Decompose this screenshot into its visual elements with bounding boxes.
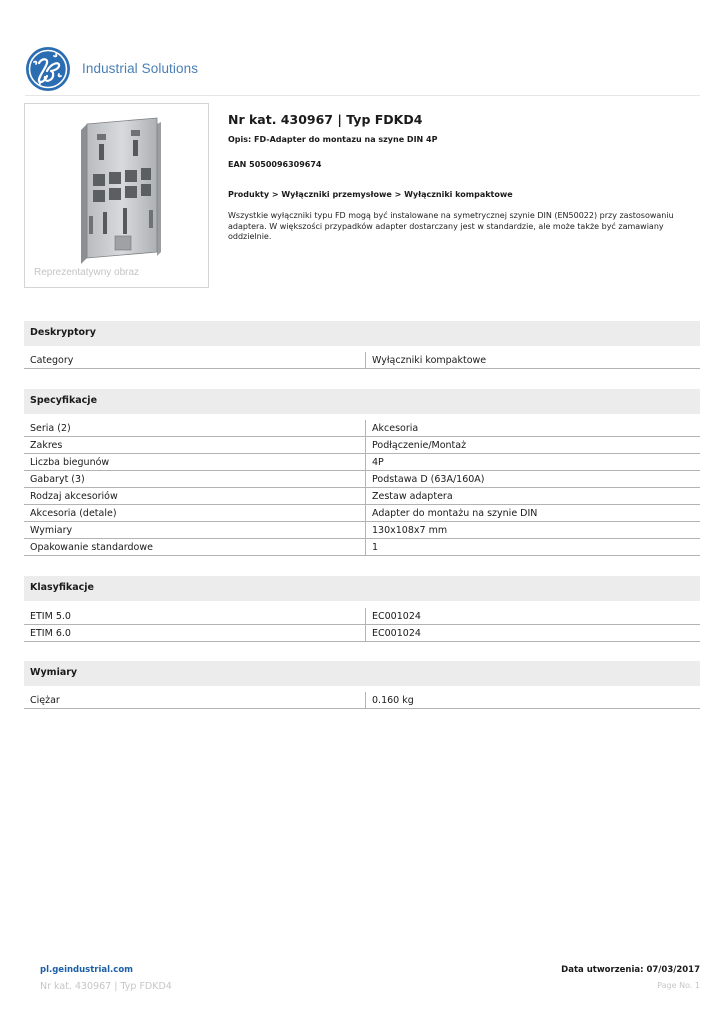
row-label: Wymiary: [30, 525, 73, 536]
brand-name: Industrial Solutions: [82, 61, 199, 76]
row-value: Akcesoria: [365, 420, 418, 436]
row-value: Adapter do montażu na szynie DIN: [365, 505, 537, 521]
row-label: ETIM 6.0: [30, 628, 71, 639]
section-title: Deskryptory: [30, 327, 96, 338]
row-label: Rodzaj akcesoriów: [30, 491, 118, 502]
ge-monogram-icon: [25, 46, 71, 92]
row-label: Seria (2): [30, 423, 71, 434]
row-value: Podłączenie/Montaż: [365, 437, 466, 453]
row-label: Zakres: [30, 440, 63, 451]
row-value: EC001024: [365, 608, 421, 624]
section-header-klasyfikacje: [24, 576, 700, 601]
row-label: Gabaryt (3): [30, 474, 85, 485]
table-row: [24, 488, 700, 505]
product-image-frame: [24, 103, 209, 288]
table-row: [24, 471, 700, 488]
row-value: Zestaw adaptera: [365, 488, 453, 504]
table-row: [24, 352, 700, 369]
section-title: Wymiary: [30, 667, 78, 678]
row-value: 130x108x7 mm: [365, 522, 447, 538]
section-header-wymiary: [24, 661, 700, 686]
table-row: [24, 692, 700, 709]
row-value: 0.160 kg: [365, 692, 414, 708]
table-row: [24, 522, 700, 539]
row-label: Category: [30, 355, 74, 366]
product-ean: EAN 5050096309674: [228, 160, 322, 169]
row-label: Liczba biegunów: [30, 457, 110, 468]
row-value: Wyłączniki kompaktowe: [365, 352, 486, 368]
product-long-description: Wszystkie wyłączniki typu FD mogą być instalowane na symetrycznej szynie DIN (EN50022) przy zastosowaniu adaptera. W większości przypadków adapter dostarczany jest w standardzie, ale może także być zamawiany oddzielnie.: [228, 211, 674, 241]
section-title: Specyfikacje: [30, 395, 98, 406]
din-adapter-product-image: [75, 116, 163, 268]
row-value: EC001024: [365, 625, 421, 641]
table-row: [24, 608, 700, 625]
section-title: Klasyfikacje: [30, 582, 94, 593]
table-row: [24, 625, 700, 642]
page-number: Page No. 1: [657, 981, 700, 990]
website-link[interactable]: pl.geindustrial.com: [40, 965, 134, 975]
table-row: [24, 454, 700, 471]
row-value: 1: [365, 539, 378, 555]
row-value: 4P: [365, 454, 384, 470]
table-row: [24, 420, 700, 437]
page-header: [25, 46, 700, 96]
table-row: [24, 437, 700, 454]
product-title: Nr kat. 430967 | Typ FDKD4: [228, 112, 423, 127]
section-header-deskryptory: [24, 321, 700, 346]
row-value: Podstawa D (63A/160A): [365, 471, 485, 487]
row-label: ETIM 5.0: [30, 611, 71, 622]
row-label: Akcesoria (detale): [30, 508, 117, 519]
section-header-specyfikacje: [24, 389, 700, 414]
table-row: [24, 539, 700, 556]
product-info: [228, 112, 700, 243]
row-label: Ciężar: [30, 695, 60, 706]
row-label: Opakowanie standardowe: [30, 542, 153, 553]
footer-product-ref: Nr kat. 430967 | Typ FDKD4: [40, 981, 172, 992]
image-caption: Reprezentatywny obraz: [34, 267, 140, 278]
product-description: Opis: FD-Adapter do montazu na szyne DIN 4P: [228, 135, 438, 144]
breadcrumb: Produkty > Wyłączniki przemysłowe > Wyłączniki kompaktowe: [228, 190, 513, 199]
creation-date: Data utworzenia: 07/03/2017: [561, 965, 700, 975]
table-row: [24, 505, 700, 522]
